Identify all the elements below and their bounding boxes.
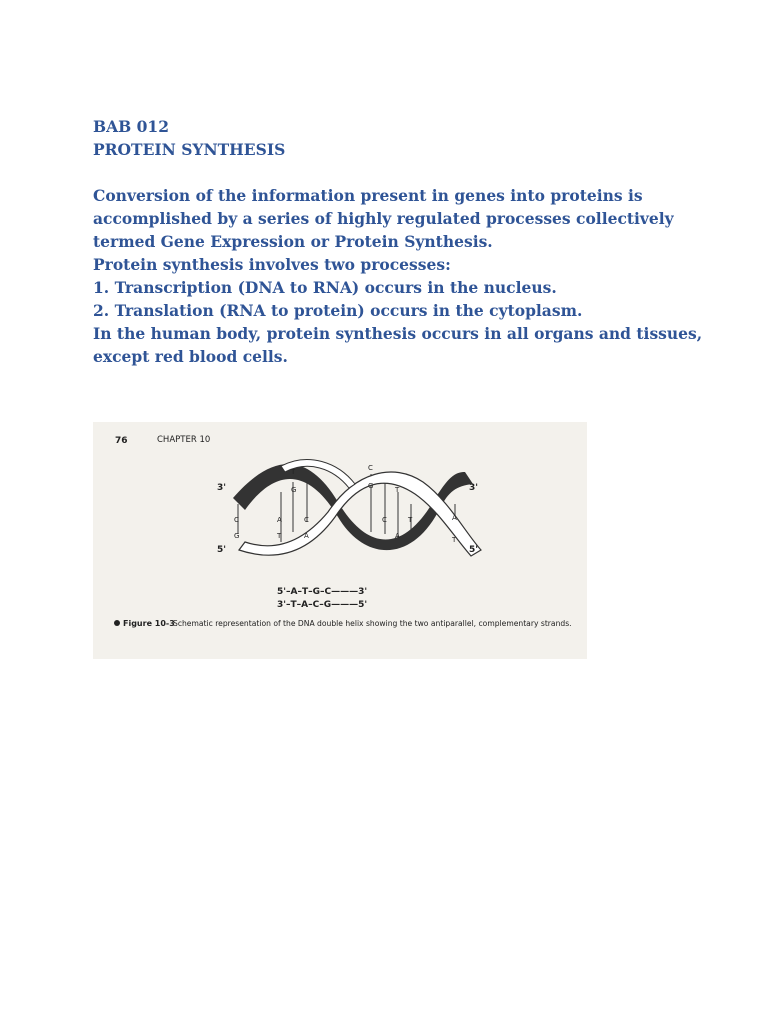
dna-figure	[93, 422, 587, 659]
svg-text:A: A	[277, 516, 282, 524]
svg-text:G: G	[234, 532, 240, 540]
paragraph-line: In the human body, protein synthesis occurs in all organs and tissues,	[93, 324, 703, 343]
paragraph-line: Conversion of the information present in genes into proteins is	[93, 186, 643, 205]
list-item-translation: 2. Translation (RNA to protein) occurs in the cytoplasm.	[93, 301, 583, 320]
svg-text:C: C	[368, 464, 373, 472]
sequence-top-strand: 5'–A–T–G–C———3'	[277, 587, 368, 597]
dna-double-helix-diagram	[93, 422, 587, 659]
end-label-top-right: 3'	[469, 483, 479, 493]
paragraph-line: Protein synthesis involves two processes:	[93, 255, 451, 274]
svg-text:T: T	[395, 486, 400, 494]
svg-text:A: A	[304, 532, 309, 540]
svg-text:A: A	[452, 514, 457, 522]
chapter-title: PROTEIN SYNTHESIS	[93, 140, 286, 159]
svg-text:T: T	[452, 536, 457, 544]
svg-text:C: C	[382, 516, 387, 524]
svg-text:T: T	[277, 532, 282, 540]
svg-text:C: C	[304, 516, 309, 524]
paragraph-gap	[93, 161, 693, 184]
end-label-top-left: 3'	[217, 483, 227, 493]
svg-text:G: G	[291, 486, 297, 494]
svg-text:C: C	[234, 516, 239, 524]
sequence-bottom-strand: 3'–T–A–C–G———5'	[277, 600, 368, 610]
paragraph-line: except red blood cells.	[93, 347, 288, 366]
end-label-bottom-right: 5'	[469, 545, 479, 555]
figure-caption-label: Figure 10-3	[123, 619, 175, 628]
svg-text:T: T	[408, 516, 413, 524]
figure-caption-text: Schematic representation of the DNA double helix showing the two antiparallel, complementary strands.	[173, 619, 572, 628]
svg-text:A: A	[395, 532, 400, 540]
figure-page-number: 76	[115, 436, 128, 446]
list-item-transcription: 1. Transcription (DNA to RNA) occurs in the nucleus.	[93, 278, 557, 297]
svg-text:T: T	[291, 468, 296, 476]
end-label-bottom-left: 5'	[217, 545, 227, 555]
paragraph-line: termed Gene Expression or Protein Synthesis.	[93, 232, 493, 251]
figure-chapter-label: CHAPTER 10	[157, 435, 211, 445]
svg-text:G: G	[368, 482, 374, 490]
document-text	[93, 115, 703, 368]
paragraph-line: accomplished by a series of highly regulated processes collectively	[93, 209, 674, 228]
caption-bullet	[114, 620, 120, 626]
chapter-code: BAB 012	[93, 117, 169, 136]
